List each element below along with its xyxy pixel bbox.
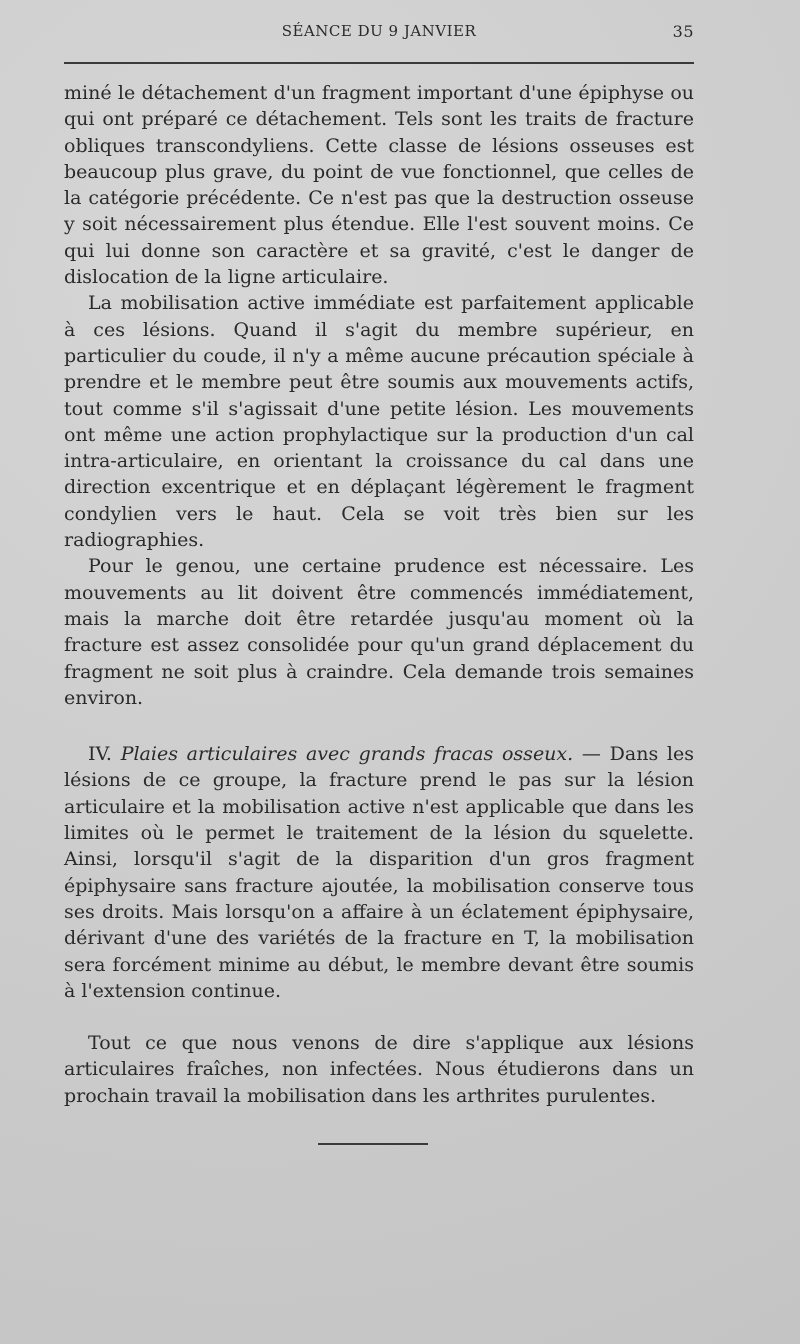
running-title: SÉANCE DU 9 JANVIER bbox=[281, 22, 477, 40]
running-header bbox=[64, 22, 694, 44]
section-body: — Dans les lésions de ce groupe, la fracture prend le pas sur la lésion articulaire et la mobilisation active n'est applicable que dans les limites où le permet le traitement de la lésion du squelette. Ainsi, lorsqu'il s'agit de la disparition d'un gros fragment épiphysaire sans fracture ajoutée, la mobilisation conserve tous ses droits. Mais lorsqu'on a affaire à un éclatement épiphysaire, dérivant d'une des variétés de la fracture en T, la mobilisation sera forcément minime au début, le membre devant être soumis à l'extension continue. bbox=[64, 743, 695, 1002]
section-gap bbox=[64, 711, 694, 741]
header-rule bbox=[64, 62, 694, 64]
paragraph-continuation: miné le détachement d'un fragment important d'une épiphyse ou qui ont préparé ce détachement. Tels sont les traits de fracture obliques transcondyliens. Cette classe de lésions osseuses est beaucoup plus grave, du point de vue fonctionnel, que celles de la catégorie précédente. Ce n'est pas que la destruction osseuse y soit nécessairement plus étendue. Elle l'est souvent moins. Ce qui lui donne son caractère et sa gravité, c'est le danger de dislocation de la ligne articulaire. bbox=[64, 82, 694, 289]
paragraph-genou: Pour le genou, une certaine prudence est nécessaire. Les mouvements au lit doivent être commencés immédiatement, mais la marche doit être retardée jusqu'au moment où la fracture est assez consolidée pour qu'un grand déplacement du fragment ne soit plus à craindre. Cela demande trois semaines environ. bbox=[64, 555, 694, 709]
end-rule bbox=[318, 1143, 428, 1145]
paragraph-conclusion: Tout ce que nous venons de dire s'applique aux lésions articulaires fraîches, non infectées. Nous étudierons dans un prochain travail la mobilisation dans les arthrites purulentes. bbox=[64, 1032, 694, 1107]
section-gap bbox=[64, 1004, 694, 1030]
section-number: IV. bbox=[88, 743, 121, 766]
section-title: Plaies articulaires avec grands fracas osseux. bbox=[120, 743, 574, 766]
paragraph-section-iv bbox=[64, 741, 694, 1004]
body-text bbox=[64, 80, 694, 1109]
paragraph-mobilisation: La mobilisation active immédiate est parfaitement applicable à ces lésions. Quand il s'agit du membre supérieur, en particulier du coude, il n'y a même aucune précaution spéciale à prendre et le membre peut être soumis aux mouvements actifs, tout comme s'il s'agissait d'une petite lésion. Les mouvements ont même une action prophylactique sur la production d'un cal intra-articulaire, en orientant la croissance du cal dans une direction excentrique et en déplaçant légèrement le fragment condylien vers le haut. Cela se voit très bien sur les radiographies. bbox=[64, 292, 694, 552]
page-number: 35 bbox=[672, 22, 694, 41]
